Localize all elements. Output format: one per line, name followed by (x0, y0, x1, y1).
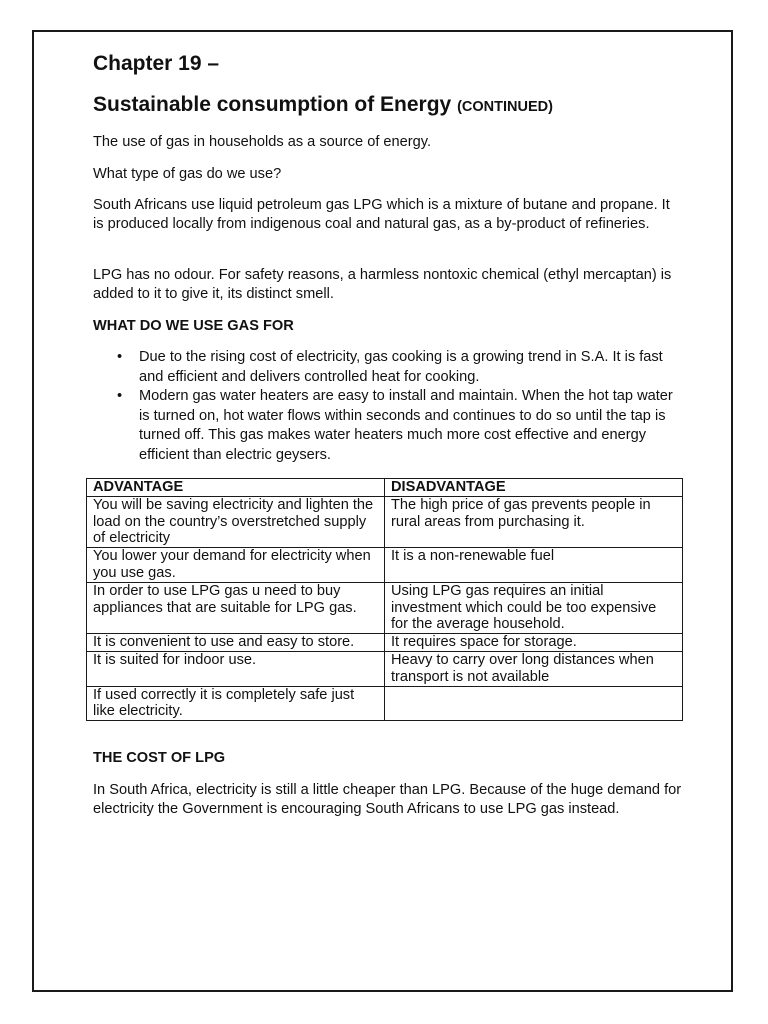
table-cell: The high price of gas prevents people in rural areas from purchasing it. (385, 496, 683, 547)
table-cell: It requires space for storage. (385, 634, 683, 652)
disadvantage-header: DISADVANTAGE (385, 479, 683, 497)
subtitle-text: Sustainable consumption of Energy (93, 93, 452, 116)
table-cell: It is a non-renewable fuel (385, 548, 683, 583)
advantage-header: ADVANTAGE (87, 479, 385, 497)
lpg-description: South Africans use liquid petroleum gas LPG which is a mixture of butane and propane. It is produced locally from indigenous coal and natural gas, as a by-product of refineries. (93, 197, 670, 233)
intro-question: What type of gas do we use? (93, 166, 282, 182)
table-cell (385, 686, 683, 721)
table-row (87, 634, 683, 652)
uses-heading: WHAT DO WE USE GAS FOR (93, 318, 294, 334)
continued-label: (CONTINUED) (457, 99, 553, 115)
advantages-table (86, 478, 683, 721)
table-cell: Using LPG gas requires an initial investment which could be too expensive for the average household. (385, 582, 683, 633)
lpg-odour-paragraph: LPG has no odour. For safety reasons, a harmless nontoxic chemical (ethyl mercaptan) is added to it to give it, its distinct smell. (93, 267, 672, 303)
chapter-subtitle (93, 93, 553, 117)
table-row (87, 686, 683, 721)
bullet-icon: • (117, 388, 123, 405)
chapter-title: Chapter 19 – (93, 52, 220, 75)
table-header-row (87, 479, 683, 497)
table-row (87, 496, 683, 547)
list-item: • Due to the rising cost of electricity, gas cooking is a growing trend in S.A. It is fast and efficient and delivers controlled heat for cooking. (117, 349, 663, 385)
table-cell: In order to use LPG gas u need to buy appliances that are suitable for LPG gas. (87, 582, 385, 633)
bullet-icon: • (117, 349, 123, 365)
list-item: • Modern gas water heaters are easy to install and maintain. When the hot tap water is turned on, hot water flows within seconds and continues to do so until the tap is turned off. This gas makes water heaters much more cost effective and energy efficient than electric geysers. (117, 388, 673, 463)
table-cell: It is convenient to use and easy to store. (87, 634, 385, 652)
table-cell: If used correctly it is completely safe just like electricity. (87, 686, 385, 721)
table-cell: It is suited for indoor use. (87, 651, 385, 686)
table-cell: You will be saving electricity and lighten the load on the country’s overstretched supply of electricity (87, 496, 385, 547)
uses-list (93, 348, 683, 466)
table-cell: Heavy to carry over long distances when transport is not available (385, 651, 683, 686)
intro-paragraph-1: The use of gas in households as a source of energy. (93, 134, 432, 150)
table-row (87, 651, 683, 686)
cost-paragraph: In South Africa, electricity is still a little cheaper than LPG. Because of the huge demand for electricity the Government is encouraging South Africans to use LPG gas instead. (93, 782, 682, 818)
table-cell: You lower your demand for electricity when you use gas. (87, 548, 385, 583)
table-row (87, 548, 683, 583)
table-row (87, 582, 683, 633)
cost-heading: THE COST OF LPG (93, 750, 226, 766)
